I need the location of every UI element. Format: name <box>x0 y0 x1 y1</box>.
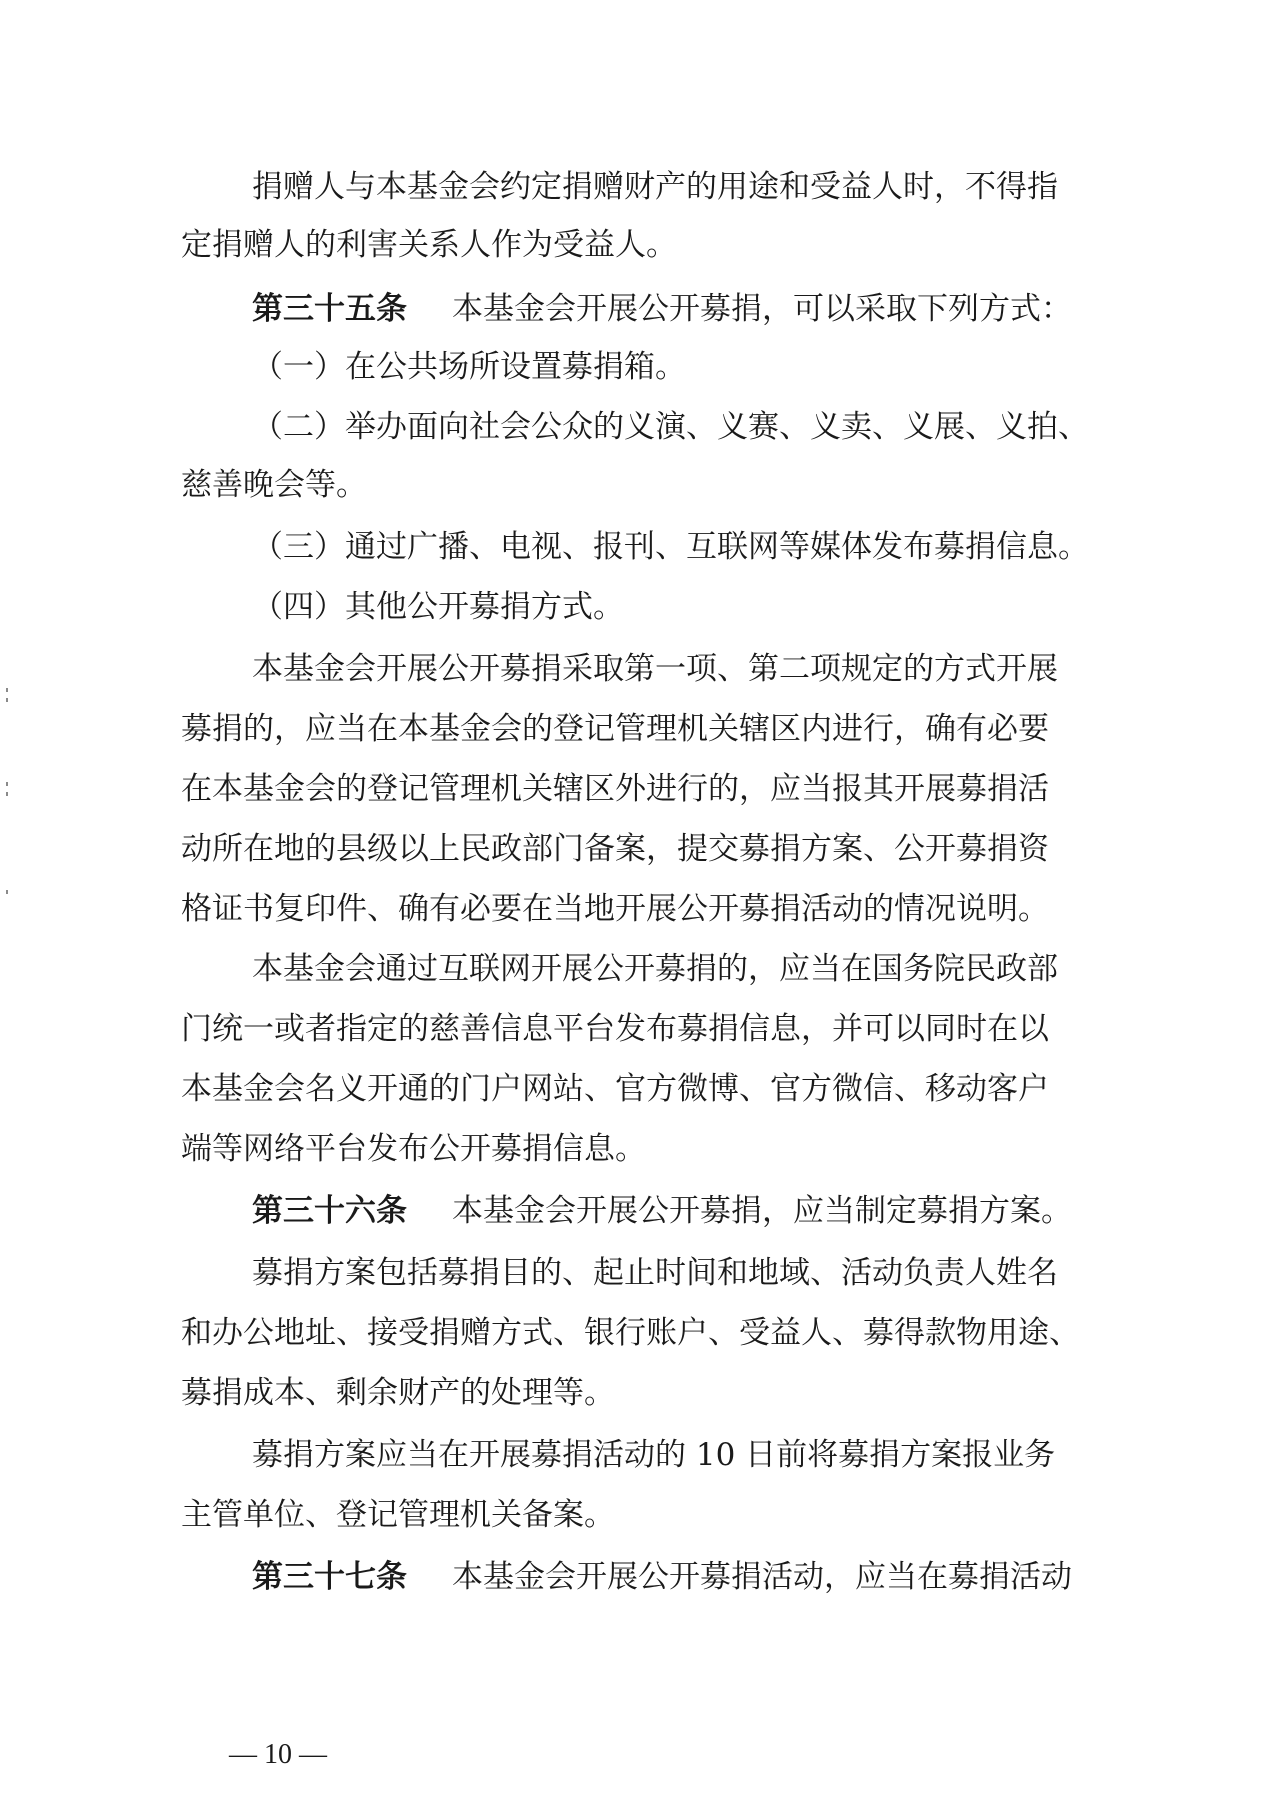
text-line <box>0 700 1280 758</box>
paragraph-text: 募捐方案应当在开展募捐活动的 10 日前将募捐方案报业务 <box>252 1437 1056 1473</box>
paragraph-text: 主管单位、登记管理机关备案。 <box>181 1497 615 1533</box>
paragraph-text: 在本基金会的登记管理机关辖区外进行的，应当报其开展募捐活 <box>181 771 1049 807</box>
binding-mark <box>6 782 8 786</box>
paragraph-text: 门统一或者指定的慈善信息平台发布募捐信息，并可以同时在以 <box>181 1011 1049 1047</box>
article-heading: 第三十七条 <box>252 1559 407 1595</box>
article-37-line <box>0 1548 1280 1606</box>
paragraph-text: 定捐赠人的利害关系人作为受益人。 <box>181 227 677 263</box>
text-line <box>0 1120 1280 1178</box>
text-line <box>0 880 1280 938</box>
list-item: （四）其他公开募捐方式。 <box>252 589 624 625</box>
paragraph-text: 本基金会开展公开募捐采取第一项、第二项规定的方式开展 <box>252 651 1058 687</box>
article-heading: 第三十六条 <box>252 1193 407 1229</box>
article-36-line <box>0 1182 1280 1240</box>
text-line <box>0 398 1280 456</box>
text-line <box>0 1244 1280 1302</box>
paragraph-text: 本基金会开展公开募捐，应当制定募捐方案。 <box>452 1193 1072 1229</box>
text-line <box>0 1364 1280 1422</box>
article-heading: 第三十五条 <box>252 291 407 327</box>
text-line <box>0 456 1280 514</box>
text-line <box>0 158 1280 216</box>
list-item: （三）通过广播、电视、报刊、互联网等媒体发布募捐信息。 <box>252 529 1089 565</box>
page-number: — 10 — <box>229 1739 327 1770</box>
text-line <box>0 1304 1280 1362</box>
text-line <box>0 578 1280 636</box>
list-item: （一）在公共场所设置募捐箱。 <box>252 349 686 385</box>
paragraph-text: 本基金会通过互联网开展公开募捐的，应当在国务院民政部 <box>252 951 1058 987</box>
binding-mark <box>6 698 8 702</box>
paragraph-text: 本基金会开展公开募捐活动，应当在募捐活动 <box>452 1559 1072 1595</box>
paragraph-text: 动所在地的县级以上民政部门备案，提交募捐方案、公开募捐资 <box>181 831 1049 867</box>
text-line <box>0 518 1280 576</box>
paragraph-text: 募捐成本、剩余财产的处理等。 <box>181 1375 615 1411</box>
paragraph-text: 格证书复印件、确有必要在当地开展公开募捐活动的情况说明。 <box>181 891 1049 927</box>
binding-mark <box>6 688 8 692</box>
text-line <box>0 1426 1280 1484</box>
text-line <box>0 760 1280 818</box>
paragraph-text: 募捐的，应当在本基金会的登记管理机关辖区内进行，确有必要 <box>181 711 1049 747</box>
binding-mark <box>6 890 8 894</box>
article-35-line <box>0 280 1280 338</box>
binding-mark <box>6 792 8 796</box>
text-line <box>0 940 1280 998</box>
paragraph-text: 募捐方案包括募捐目的、起止时间和地域、活动负责人姓名 <box>252 1255 1058 1291</box>
paragraph-text: 本基金会开展公开募捐，可以采取下列方式： <box>452 291 1072 327</box>
list-item: （二）举办面向社会公众的义演、义赛、义卖、义展、义拍、 <box>252 409 1089 445</box>
paragraph-text: 本基金会名义开通的门户网站、官方微博、官方微信、移动客户 <box>181 1071 1049 1107</box>
paragraph-text: 和办公地址、接受捐赠方式、银行账户、受益人、募得款物用途、 <box>181 1315 1080 1351</box>
paragraph-text: 端等网络平台发布公开募捐信息。 <box>181 1131 646 1167</box>
text-line <box>0 216 1280 274</box>
text-line <box>0 820 1280 878</box>
text-line <box>0 1486 1280 1544</box>
paragraph-text: 慈善晚会等。 <box>181 467 367 503</box>
paragraph-text: 捐赠人与本基金会约定捐赠财产的用途和受益人时，不得指 <box>252 169 1058 205</box>
text-line <box>0 338 1280 396</box>
text-line <box>0 1060 1280 1118</box>
text-line <box>0 1000 1280 1058</box>
text-line <box>0 640 1280 698</box>
